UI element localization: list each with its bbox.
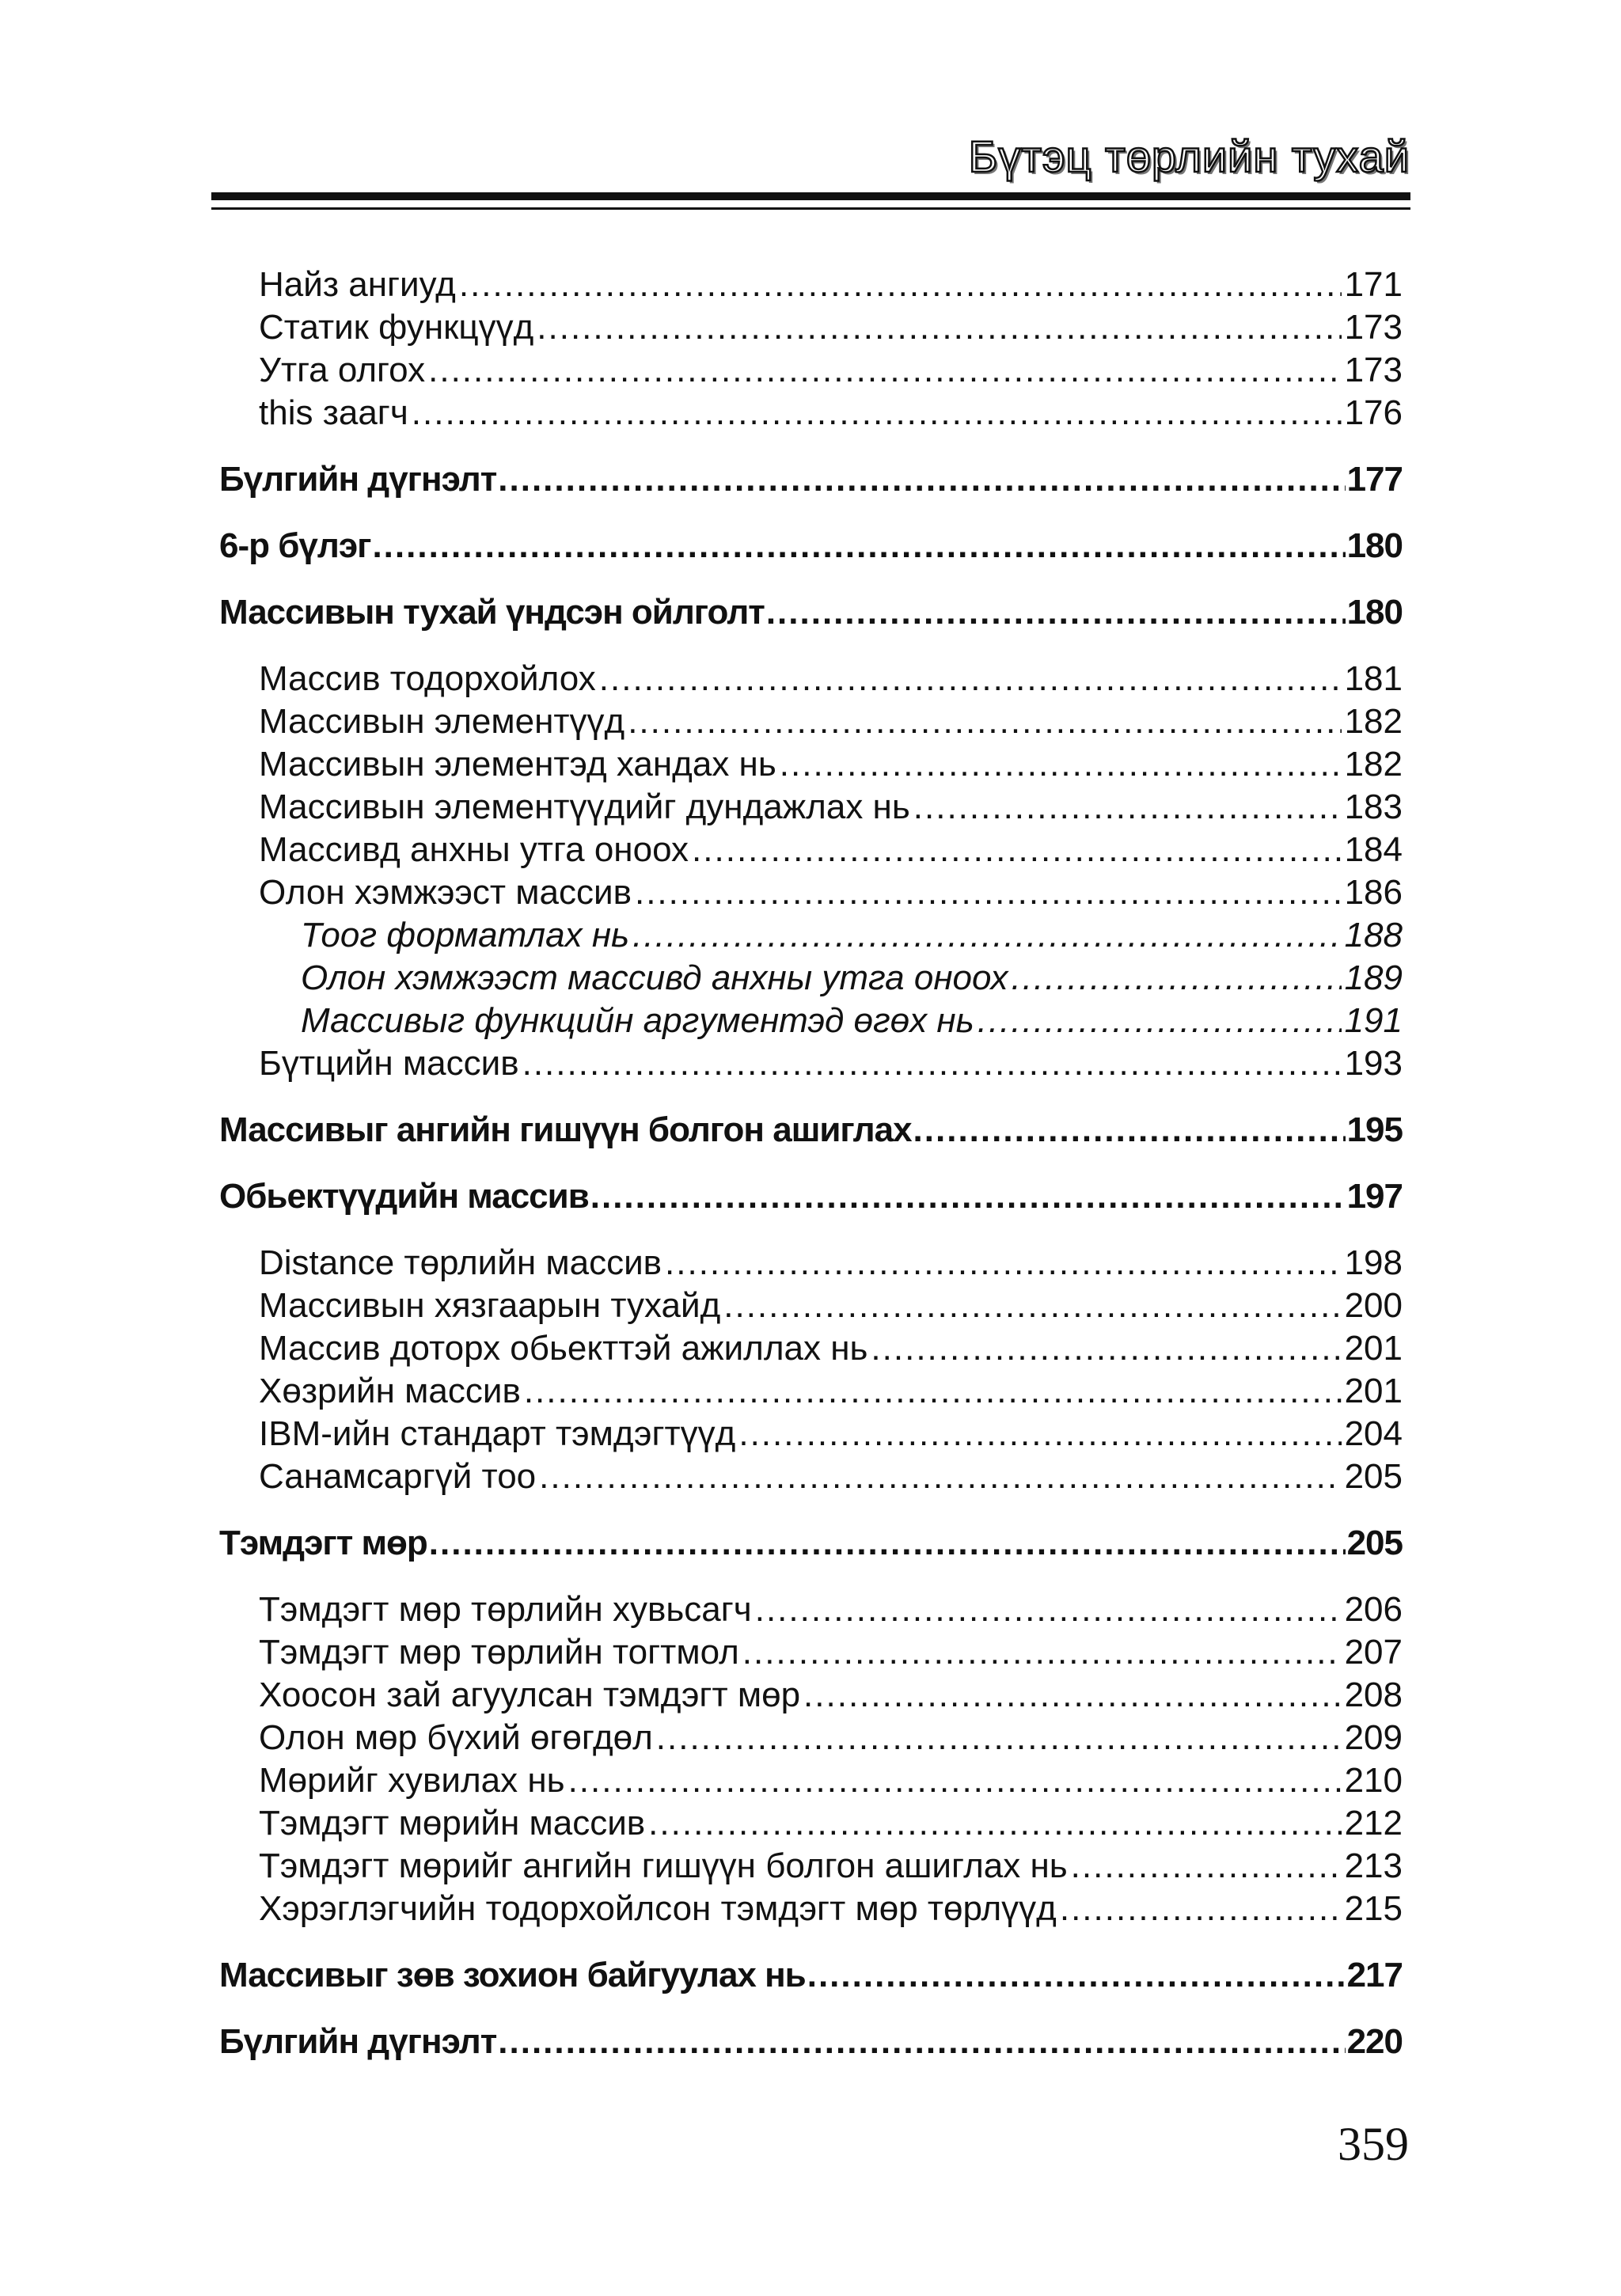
toc-entry — [259, 1761, 1403, 1801]
toc-entry — [259, 830, 1403, 870]
toc-entry-title: Массив доторх обьекттэй ажиллах нь — [259, 1329, 868, 1368]
toc-entry-page: 180 — [1346, 526, 1403, 565]
toc-entry-page: 205 — [1346, 1524, 1403, 1562]
toc-leader-dots — [871, 1329, 1341, 1368]
toc-entry-title: Утга олгох — [259, 351, 426, 389]
toc-entry-title: Массивын тухай үндсэн ойлголт — [219, 593, 765, 632]
toc-leader-dots — [498, 460, 1345, 499]
running-header-title: Бүтэц төрлийн тухай — [968, 131, 1410, 181]
toc-entry-page: 212 — [1344, 1804, 1403, 1842]
toc-entry-title: Олон хэмжээст массивд анхны утга оноох — [301, 958, 1008, 997]
toc-entry-title: Массивын хязгаарын тухайд — [259, 1286, 721, 1325]
toc-entry-title: Массивыг зөв зохион байгуулах нь — [219, 1956, 806, 1994]
toc-entry-page: 186 — [1344, 873, 1403, 912]
toc-leader-dots — [1060, 1889, 1342, 1929]
toc-entry-title: Статик функцүүд — [259, 308, 534, 347]
toc-entry — [259, 1457, 1403, 1497]
toc-entry-title: Санамсаргүй тоо — [259, 1457, 537, 1496]
toc-entry — [259, 265, 1403, 305]
toc-entry-chapter — [219, 1956, 1403, 1995]
toc-entry-chapter — [219, 460, 1403, 499]
toc-leader-dots — [522, 1044, 1342, 1083]
toc-entry — [259, 1372, 1403, 1411]
toc-entry-title: Массивыг ангийн гишүүн болгон ашиглах — [219, 1110, 912, 1149]
toc-entry-title: Найз ангиуд — [259, 265, 456, 304]
toc-entry — [259, 393, 1403, 433]
toc-entry-chapter — [219, 1110, 1403, 1150]
toc-leader-dots — [648, 1804, 1341, 1843]
toc-entry-title: Мөрийг хувилах нь — [259, 1761, 565, 1800]
toc-leader-dots — [498, 2022, 1345, 2062]
toc-entry-page: 213 — [1344, 1846, 1403, 1885]
toc-leader-dots — [372, 526, 1345, 566]
toc-entry-page: 191 — [1344, 1001, 1403, 1040]
toc-entry-page: 209 — [1344, 1718, 1403, 1757]
toc-entry — [259, 1804, 1403, 1843]
toc-entry-chapter — [219, 1177, 1403, 1216]
toc-entry — [259, 787, 1403, 827]
toc-entry — [259, 1846, 1403, 1886]
toc-entry — [259, 1286, 1403, 1326]
toc-entry-title: Массив тодорхойлох — [259, 659, 596, 698]
toc-leader-dots — [428, 351, 1341, 390]
toc-entry-page: 176 — [1344, 393, 1403, 432]
toc-leader-dots — [913, 787, 1342, 827]
toc-entry-page: 208 — [1344, 1676, 1403, 1714]
toc-entry-page: 173 — [1344, 308, 1403, 347]
toc-entry-title: Бүлгийн дүгнэлт — [219, 2022, 497, 2061]
toc-entry-chapter — [219, 593, 1403, 632]
toc-leader-dots — [755, 1590, 1342, 1630]
toc-leader-dots — [429, 1524, 1346, 1563]
toc-entry-title: Тэмдэгт мөр төрлийн тогтмол — [259, 1633, 739, 1672]
toc-leader-dots — [807, 1956, 1346, 1995]
toc-leader-dots — [412, 393, 1342, 433]
toc-entry — [259, 1243, 1403, 1283]
toc-entry-page: 177 — [1346, 460, 1403, 499]
toc-leader-dots — [913, 1110, 1346, 1150]
toc-entry-page: 181 — [1344, 659, 1403, 698]
toc-entry-title: 6-р бүлэг — [219, 526, 371, 565]
toc-entry-title: Distance төрлийн массив — [259, 1243, 662, 1282]
toc-entry-sub — [301, 916, 1403, 955]
toc-leader-dots — [978, 1001, 1342, 1041]
toc-entry — [259, 308, 1403, 347]
toc-leader-dots — [803, 1676, 1342, 1715]
toc-entry-title: Олон хэмжээст массив — [259, 873, 632, 912]
toc-entry-title: Хөзрийн массив — [259, 1372, 521, 1410]
toc-entry-title: Тэмдэгт мөрийг ангийн гишүүн болгон ашиглах нь — [259, 1846, 1068, 1885]
toc-entry-title: Хэрэглэгчийн тодорхойлсон тэмдэгт мөр төрлүүд — [259, 1889, 1057, 1928]
toc-entry-title: Обьектүүдийн массив — [219, 1177, 589, 1216]
toc-entry-page: 180 — [1346, 593, 1403, 632]
toc-entry-title: Тэмдэгт мөрийн массив — [259, 1804, 646, 1842]
toc-entry-title: Массивын элементүүд — [259, 702, 625, 741]
toc-leader-dots — [459, 265, 1342, 305]
toc-entry-page: 193 — [1344, 1044, 1403, 1083]
toc-entry-page: 210 — [1344, 1761, 1403, 1800]
toc-entry-title: Массивын элементүүдийг дундажлах нь — [259, 787, 910, 826]
toc-leader-dots — [742, 1633, 1342, 1672]
toc-entry-title: Олон мөр бүхий өгөгдөл — [259, 1718, 653, 1757]
toc-entry — [259, 351, 1403, 390]
toc-leader-dots — [524, 1372, 1342, 1411]
toc-leader-dots — [692, 830, 1342, 870]
toc-entry-page: 200 — [1344, 1286, 1403, 1325]
toc-leader-dots — [539, 1457, 1341, 1497]
toc-entry-page: 184 — [1344, 830, 1403, 869]
toc-leader-dots — [1012, 958, 1342, 998]
toc-entry-page: 183 — [1344, 787, 1403, 826]
toc-entry-title: Бүлгийн дүгнэлт — [219, 460, 497, 499]
toc-entry-title: Массивын элементэд хандах нь — [259, 745, 776, 784]
toc-entry-title: this заагч — [259, 393, 408, 432]
toc-leader-dots — [665, 1243, 1342, 1283]
toc-entry-title: Массивыг функцийн аргументэд өгөх нь — [301, 1001, 974, 1040]
toc-leader-dots — [656, 1718, 1342, 1758]
toc-entry-page: 201 — [1344, 1329, 1403, 1368]
toc-entry-chapter — [219, 1524, 1403, 1563]
toc-entry-page: 217 — [1346, 1956, 1403, 1994]
toc-entry — [259, 873, 1403, 913]
toc-entry-sub — [301, 1001, 1403, 1041]
toc-entry — [259, 1590, 1403, 1630]
toc-entry-title: Массивд анхны утга оноох — [259, 830, 689, 869]
toc-entry-sub — [301, 958, 1403, 998]
toc-entry-page: 182 — [1344, 702, 1403, 741]
toc-leader-dots — [766, 593, 1346, 632]
toc-entry-page: 198 — [1344, 1243, 1403, 1282]
toc-entry-page: 206 — [1344, 1590, 1403, 1629]
toc-entry-page: 182 — [1344, 745, 1403, 784]
toc-entry-page: 207 — [1344, 1633, 1403, 1672]
toc-entry — [259, 745, 1403, 784]
toc-entry-title: Бүтцийн массив — [259, 1044, 519, 1083]
toc-entry-page: 204 — [1344, 1414, 1403, 1453]
toc-entry — [259, 1044, 1403, 1083]
toc-entry-title: IBM-ийн стандарт тэмдэгтүүд — [259, 1414, 736, 1453]
toc-entry — [259, 702, 1403, 742]
toc-leader-dots — [723, 1286, 1341, 1326]
toc-leader-dots — [590, 1177, 1346, 1216]
toc-leader-dots — [635, 873, 1342, 913]
toc-entry-page: 171 — [1344, 265, 1403, 304]
toc-entry — [259, 1414, 1403, 1454]
toc-entry-page: 197 — [1346, 1177, 1403, 1216]
toc-leader-dots — [568, 1761, 1342, 1801]
toc-entry — [259, 1676, 1403, 1715]
toc-entry-page: 220 — [1346, 2022, 1403, 2061]
toc-entry — [259, 659, 1403, 699]
toc-entry-page: 201 — [1344, 1372, 1403, 1410]
toc-entry-title: Хоосон зай агуулсан тэмдэгт мөр — [259, 1676, 801, 1714]
toc-entry-title: Тэмдэгт мөр төрлийн хувьсагч — [259, 1590, 752, 1629]
toc-entry-page: 173 — [1344, 351, 1403, 389]
toc-entry-page: 188 — [1344, 916, 1403, 954]
toc-leader-dots — [599, 659, 1342, 699]
toc-entry — [259, 1633, 1403, 1672]
toc-entry-chapter — [219, 2022, 1403, 2062]
toc-entry-page: 189 — [1344, 958, 1403, 997]
toc-leader-dots — [537, 308, 1341, 347]
toc-leader-dots — [738, 1414, 1341, 1454]
toc-entry — [259, 1889, 1403, 1929]
toc-entry-title: Тоог форматлах нь — [301, 916, 630, 954]
toc-leader-dots — [632, 916, 1341, 955]
toc-entry — [259, 1718, 1403, 1758]
toc-leader-dots — [628, 702, 1341, 742]
toc-entry — [259, 1329, 1403, 1368]
toc-entry-page: 215 — [1344, 1889, 1403, 1928]
page-number: 359 — [1338, 2118, 1409, 2170]
toc-leader-dots — [780, 745, 1342, 784]
toc-entry-page: 205 — [1344, 1457, 1403, 1496]
toc-entry-page: 195 — [1346, 1110, 1403, 1149]
toc-leader-dots — [1071, 1846, 1342, 1886]
toc-entry-title: Тэмдэгт мөр — [219, 1524, 427, 1562]
toc-entry-chapter — [219, 526, 1403, 566]
